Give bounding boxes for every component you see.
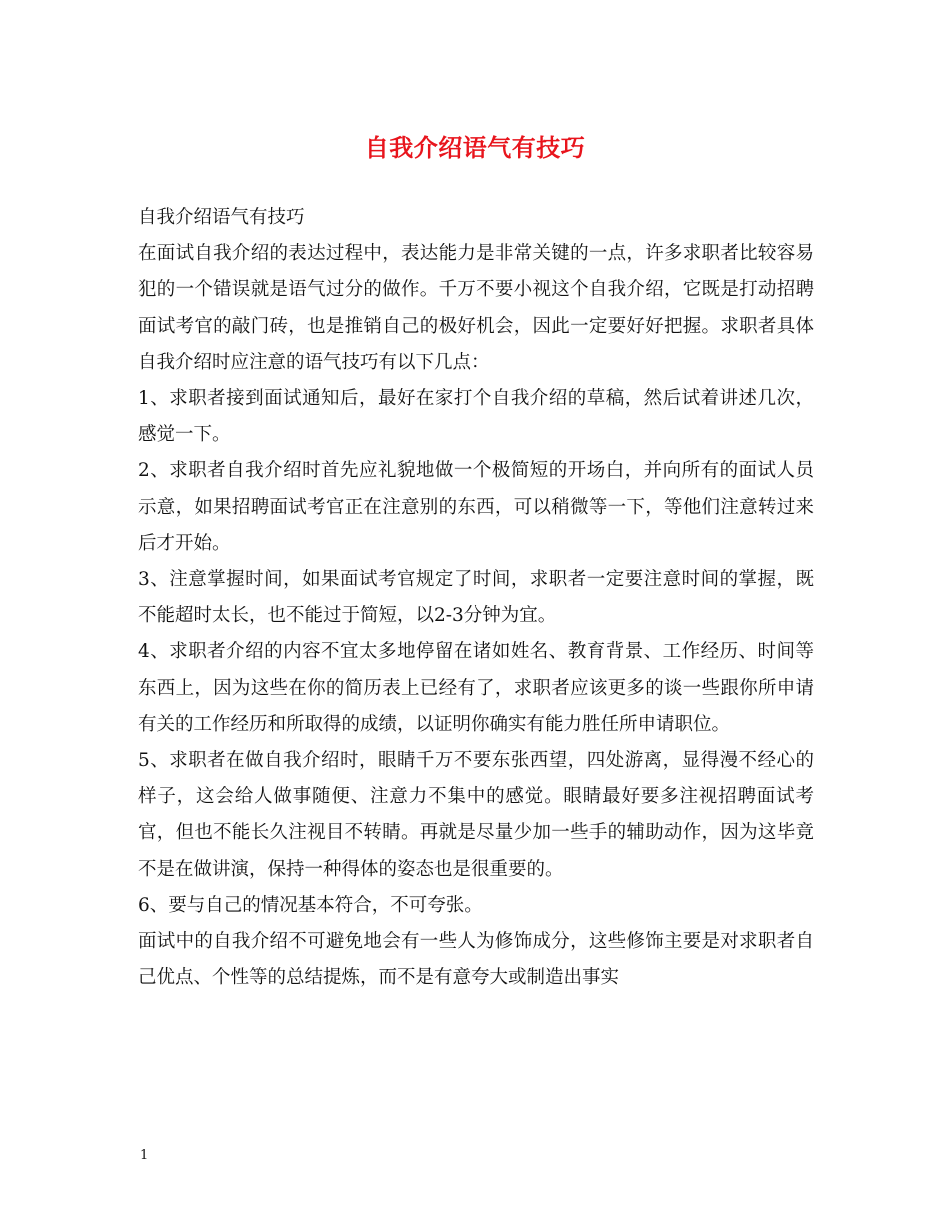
- paragraph-tip-4: 4、求职者介绍的内容不宜太多地停留在诸如姓名、教育背景、工作经历、时间等东西上，因为这些在你的简历表上已经有了，求职者应该更多的谈一些跟你所申请有关的工作经历和所取得的成绩，以证明你确实有能力胜任所申请职位。: [138, 641, 814, 735]
- page-title: 自我介绍语气有技巧: [364, 133, 586, 162]
- paragraph-tip-5: 5、求职者在做自我介绍时，眼睛千万不要东张西望，四处游离，显得漫不经心的样子，这会给人做事随便、注意力不集中的感觉。眼睛最好要多注视招聘面试考官，但也不能长久注视目不转睛。再就是尽量少加一些手的辅助动作，因为这毕竟不是在做讲演，保持一种得体的姿态也是很重要的。: [138, 750, 814, 880]
- page-number: 1: [140, 1148, 149, 1163]
- paragraph-continuation: 面试中的自我介绍不可避免地会有一些人为修饰成分，这些修饰主要是对求职者自己优点、个性等的总结提炼，而不是有意夸大或制造出事实: [138, 931, 814, 989]
- document-body: [138, 200, 814, 996]
- paragraph-tip-3: 3、注意掌握时间，如果面试考官规定了时间，求职者一定要注意时间的掌握，既不能超时太长，也不能过于简短，以2-3分钟为宜。: [138, 569, 814, 627]
- paragraph-tip-2: 2、求职者自我介绍时首先应礼貌地做一个极简短的开场白，并向所有的面试人员示意，如果招聘面试考官正在注意别的东西，可以稍微等一下，等他们注意转过来后才开始。: [138, 460, 814, 554]
- paragraph-tip-1: 1、求职者接到面试通知后，最好在家打个自我介绍的草稿，然后试着讲述几次，感觉一下。: [138, 388, 814, 446]
- paragraph-intro: 在面试自我介绍的表达过程中，表达能力是非常关键的一点，许多求职者比较容易犯的一个错误就是语气过分的做作。千万不要小视这个自我介绍，它既是打动招聘面试考官的敲门砖，也是推销自己的极好机会，因此一定要好好把握。求职者具体自我介绍时应注意的语气技巧有以下几点：: [138, 243, 814, 373]
- paragraph-subtitle: 自我介绍语气有技巧: [138, 207, 305, 228]
- paragraph-tip-6: 6、要与自己的情况基本符合，不可夸张。: [138, 894, 483, 916]
